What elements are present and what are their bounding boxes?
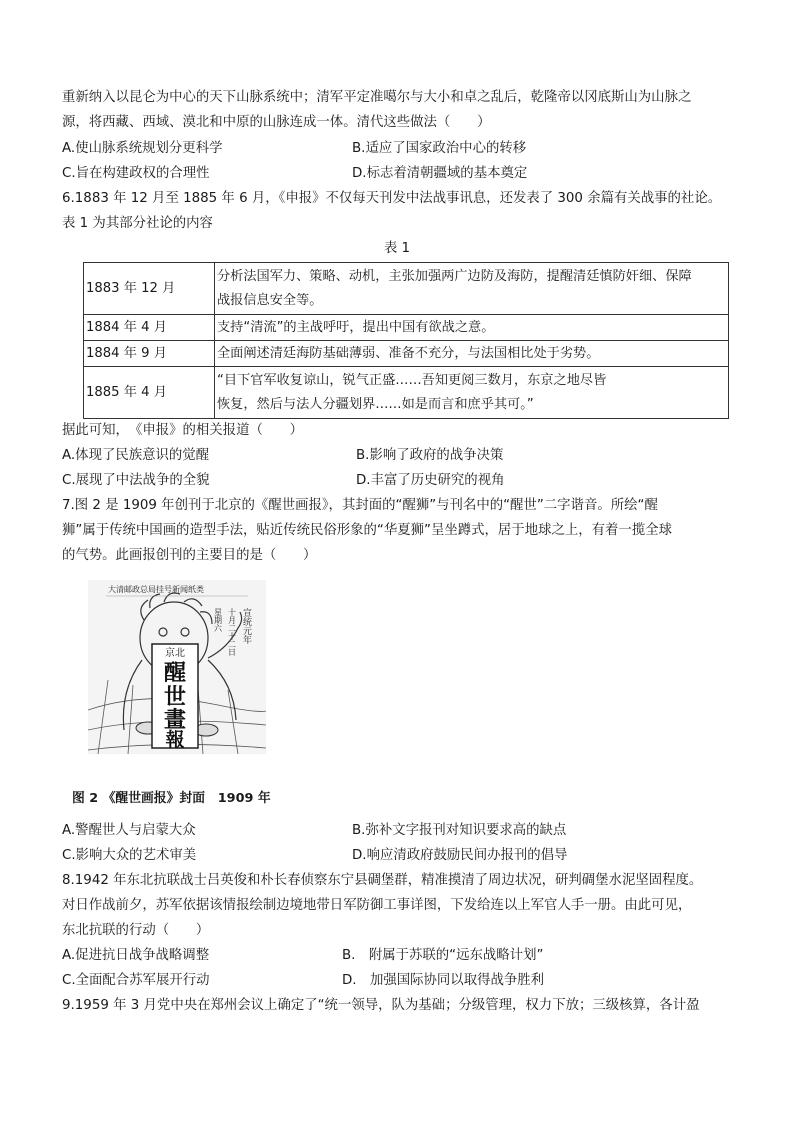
q6-question: 据此可知， 《申报》的相关报道（ ） [62,423,304,438]
table-content-cell [215,263,729,315]
cover-title-char-1: 醒 [163,661,187,686]
q8-option-d: D. 加强国际协同以取得战争胜利 [342,973,545,988]
table-date-cell: 1885 年 4 月 [84,367,215,419]
q5-options-row-2 [62,161,734,186]
q6-options-row-2 [62,468,734,493]
cover-weekday-text: 星期六 [213,608,223,632]
q6-option-b: B.影响了政府的战争决策 [356,448,504,463]
table-date-cell: 1884 年 9 月 [84,341,215,367]
cover-place-text: 京北 [165,648,185,659]
table-content-cell: 全面阐述清廷海防基础薄弱、准备不充分，与法国相比处于劣势。 [215,341,729,367]
table-row [84,341,729,367]
q6-options-row-1 [62,443,734,468]
q6-option-c: C.展现了中法战争的全貌 [62,473,210,488]
q8-option-a: A.促进抗日战争战略调整 [62,948,210,963]
q7-option-b: B.弥补文字报刊对知识要求高的缺点 [352,823,567,838]
table-date-cell: 1883 年 12 月 [84,263,215,315]
q6-option-d: D.丰富了历史研究的视角 [356,473,505,488]
magazine-cover-figure [88,580,266,754]
q8-stem-line-1: 8.1942 年东北抗联战士吕英俊和朴长春侦察东宁县碉堡群，精准摸清了周边状况，研判碉堡水泥坚固程度。 [62,873,703,888]
table-row [84,315,729,341]
q8-options-row-2 [62,968,734,993]
cover-header-text: 大清邮政总局挂号新闻纸类 [108,585,204,594]
cover-reign-text: 宣统元年 [241,608,251,644]
q7-option-c: C.影响大众的艺术审美 [62,848,197,863]
q9-stem-line-1: 9.1959 年 3 月党中央在郑州会议上确定了“统一领导，队为基础；分级管理，权力下放；三级核算，各计盈 [62,998,700,1013]
q5-options-row-1 [62,136,734,161]
q7-stem-line-3: 的气势。此画报创刊的主要目的是（ ） [62,548,317,563]
table-row [84,263,729,315]
table-content-line: 分析法国军力、策略、动机，主张加强两广边防及海防，提醒清廷慎防奸细、保障 [217,268,692,284]
q7-options-row-1 [62,818,734,843]
q7-stem-line-1: 7.图 2 是 1909 年创刊于北京的《醒世画报》，其封面的“醒狮”与刊名中的“醒世”二字谐音。所绘“醒 [62,498,658,513]
q5-option-b: B.适应了国家政治中心的转移 [352,141,527,156]
table-content-line: “目下官军收复谅山，锐气正盛……吾知更阅三数月，东京之地尽皆 [217,372,607,388]
q5-stem-line-1: 重新纳入以昆仑为中心的天下山脉系统中；清军平定准噶尔与大小和卓之乱后，乾隆帝以冈底斯山为山脉之 [62,90,692,105]
table-caption: 表 1 [383,241,411,256]
table-content-line: 战报信息安全等。 [217,292,323,308]
q6-stem-line-1: 6.1883 年 12 月至 1885 年 6 月，《申报》不仅每天刊发中法战事讯息，还发表了 300 余篇有关战事的社论。 [62,191,722,206]
cover-title-char-3: 畫 [163,708,187,733]
q5-option-c: C.旨在构建政权的合理性 [62,166,210,181]
editorial-table [83,262,729,419]
q5-option-a: A.使山脉系统规划分更科学 [62,141,223,156]
cover-date-text: 十月二十二日 [227,608,237,656]
q7-stem-line-2: 狮”属于传统中国画的造型手法，贴近传统民俗形象的“华夏狮”呈坐蹲式，居于地球之上，有着一揽全球 [62,523,672,538]
table-content-cell: 支持“清流”的主战呼吁，提出中国有欲战之意。 [215,315,729,341]
q7-option-a: A.警醒世人与启蒙大众 [62,823,196,838]
q8-options-row-1 [62,943,734,968]
q5-stem-line-2: 源，将西藏、西域、漠北和中原的山脉连成一体。清代这些做法（ ） [62,115,491,130]
q6-option-a: A.体现了民族意识的觉醒 [62,448,210,463]
table-date-cell: 1884 年 4 月 [84,315,215,341]
table-row [84,367,729,419]
q6-stem-line-2: 表 1 为其部分社论的内容 [62,216,213,231]
table-content-line: 恢复，然后与法人分疆划界……如是而言和庶乎其可。” [217,396,534,412]
q5-option-d: D.标志着清朝疆域的基本奠定 [352,166,528,181]
figure-caption: 图 2 《醒世画报》封面 1909 年 [72,791,271,806]
q7-option-d: D.响应清政府鼓励民间办报刊的倡导 [352,848,568,863]
q8-stem-line-3: 东北抗联的行动（ ） [62,923,210,938]
q8-stem-line-2: 对日作战前夕，苏军依据该情报绘制边境地带日军防御工事详图，下发给连以上军官人手一册。由此可见， [62,898,692,913]
q8-option-c: C.全面配合苏军展开行动 [62,973,210,988]
cover-title-char-2: 世 [163,685,187,710]
cover-title-char-4: 報 [165,729,185,751]
q8-option-b: B. 附属于苏联的“远东战略计划” [342,948,544,963]
table-content-cell [215,367,729,419]
q7-options-row-2 [62,843,734,868]
